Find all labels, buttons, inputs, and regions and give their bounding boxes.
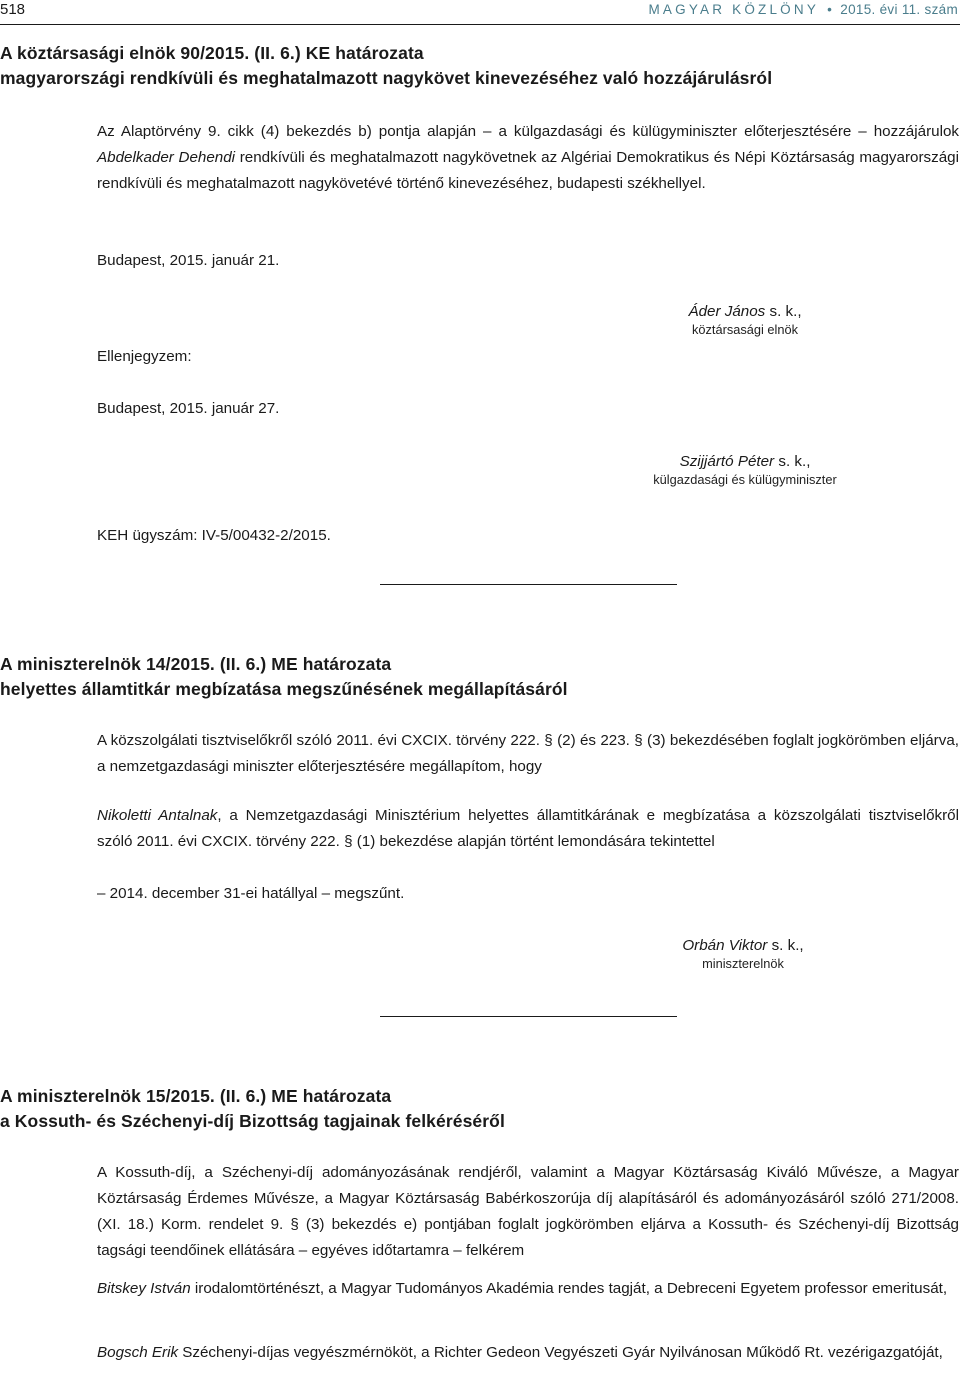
signature-name: Áder János s. k., [688,303,802,320]
signature-name: Szijjártó Péter s. k., [679,453,811,470]
person-name: Nikoletti Antalnak [97,807,218,824]
signature-block-3 [643,937,843,971]
body-text-cont: rendkívüli és meghatalmazott nagykövetnek az Algériai Demokratikus és Népi Köztársaság magyarországi rendkívüli és meghatalmazott nagykövetévé történő kinevezéséhez, budapesti székhellyel. [97,149,959,192]
decree-title-1-line2: magyarországi rendkívüli és meghatalmazott nagykövet kinevezéséhez való hozzájárulásról [0,68,773,88]
issue-label: 2015. évi 11. szám [840,2,958,17]
body-text: , a Nemzetgazdasági Minisztérium helyettes államtitkárának e megbízatása a közszolgálati tisztviselőkről szóló 2011. évi CXCIX. törvény 222. § (1) bekezdése alapján történt lemondására tekintettel [97,807,959,850]
running-title: MAGYAR KÖZLÖNY • 2015. évi 11. szám [648,2,958,17]
decree-title-3 [0,1084,960,1134]
signature-role: miniszterelnök [702,956,784,971]
signature-block-1 [640,303,850,337]
signature-name: Orbán Viktor s. k., [682,937,804,954]
decree-title-3-line2: a Kossuth- és Széchenyi-díj Bizottság tagjainak felkéréséről [0,1111,505,1131]
countersign-label: Ellenjegyzem: [97,348,192,365]
page-number: 518 [0,1,26,18]
decree-1-body [97,119,959,197]
date-line-1: Budapest, 2015. január 21. [97,252,280,269]
signature-role: külgazdasági és külügyminiszter [653,472,837,487]
signature-block-2 [595,453,895,487]
member-name: Bitskey István [97,1280,191,1297]
decree-3-para1: A Kossuth-díj, a Széchenyi-díj adományozásának rendjéről, valamint a Magyar Köztársaság Kiváló Művésze, a Magyar Köztársaság Érdemes Művésze, a Magyar Köztársaság Babérkoszorúja díj alapításáról és adományozásáról szóló 271/2008. (XI. 18.) Korm. rendelet 9. § (3) bekezdés e) pontjában foglalt jogkörömben eljárva a Kossuth- és Széchenyi-díj Bizottság tagsági teendőinek ellátására – egyéves időtartamra – felkérem [97,1164,959,1259]
member-1 [97,1276,959,1302]
separator-rule-1 [380,584,677,585]
decree-2-para3: – 2014. december 31-ei hatállyal – megszűnt. [97,885,405,902]
decree-2-para1: A közszolgálati tisztviselőkről szóló 2011. évi CXCIX. törvény 222. § (2) és 223. § (3) bekezdésében foglalt jogkörömben eljárva, a nemzetgazdasági miniszter előterjesztésére megállapítom, hogy [97,732,959,775]
member-description: irodalomtörténészt, a Magyar Tudományos Akadémia rendes tagját, a Debreceni Egyetem professor emeritusát, [190,1280,948,1297]
date-line-2: Budapest, 2015. január 27. [97,400,280,417]
decree-title-1-line1: A köztársasági elnök 90/2015. (II. 6.) KE határozata [0,43,424,63]
separator-rule-2 [380,1016,677,1017]
signature-role: köztársasági elnök [692,322,798,337]
decree-title-2 [0,652,960,702]
member-2 [97,1340,959,1366]
member-name: Bogsch Erik [97,1344,179,1361]
decree-title-1 [0,41,960,91]
decree-2-para2 [97,803,959,855]
appointee-name: Abdelkader Dehendi [97,149,236,166]
case-number: KEH ügyszám: IV-5/00432-2/2015. [97,527,331,544]
publication-name: MAGYAR KÖZLÖNY [648,2,820,17]
member-description: Széchenyi-díjas vegyészmérnököt, a Richter Gedeon Vegyészeti Gyár Nyilvánosan Működő Rt. vezérigazgatóját, [178,1344,943,1361]
decree-title-3-line1: A miniszterelnök 15/2015. (II. 6.) ME határozata [0,1086,392,1106]
decree-title-2-line1: A miniszterelnök 14/2015. (II. 6.) ME határozata [0,654,392,674]
decree-title-2-line2: helyettes államtitkár megbízatása megszűnésének megállapításáról [0,679,568,699]
body-text: Az Alaptörvény 9. cikk (4) bekezdés b) pontja alapján – a külgazdasági és külügyminiszter előterjesztésére – hozzájárulok [97,123,959,140]
